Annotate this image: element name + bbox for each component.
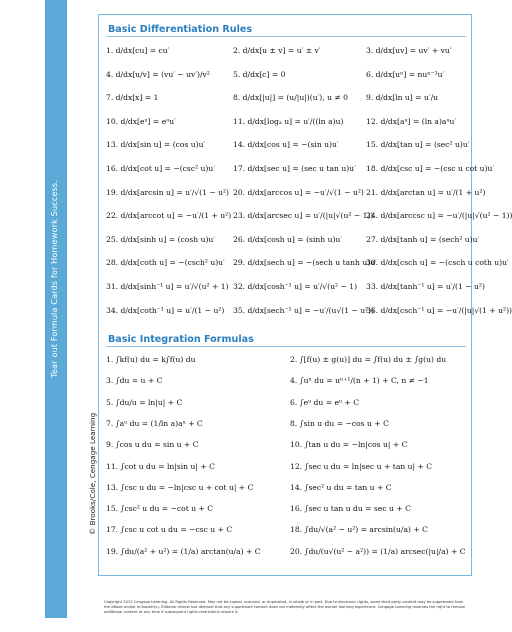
integration-formula-item: 9. ∫cos u du = sin u + C xyxy=(106,440,199,450)
band-tagline-text: Tear out Formula Cards for Homework Success. xyxy=(49,180,59,378)
differentiation-rule-item: 9. d/dx[ln u] = u′/u xyxy=(366,93,439,103)
differentiation-rule-item: 24. d/dx[arccsc u] = −u′/(|u|√(u² − 1)) xyxy=(366,211,512,221)
differentiation-rule-item: 21. d/dx[arctan u] = u′/(1 + u²) xyxy=(366,187,486,197)
differentiation-rule-item: 23. d/dx[arcsec u] = u′/(|u|√(u² − 1)) xyxy=(233,211,374,221)
differentiation-rule xyxy=(106,36,466,37)
integration-formula-item: 16. ∫sec u tan u du = sec u + C xyxy=(290,504,411,514)
left-margin xyxy=(0,0,68,632)
differentiation-rule-item: 28. d/dx[coth u] = −(csch² u)u′ xyxy=(106,258,225,268)
differentiation-rule-item: 33. d/dx[tanh⁻¹ u] = u′/(1 − u²) xyxy=(366,282,485,291)
integration-rule xyxy=(106,346,466,347)
footer-copyright: Copyright 2012 Cengage Learning. All Rights Reserved. May not be copied, scanned, or duplicated, in whole or in part. Due to electronic rights, some third party content may be suppressed from the eBook and/or eChapter(s). Editorial review has deemed that any suppressed content does not materially affect the overall learning experience. Cengage Learning reserves the right to remove additional content at any time if subsequent rights restrictions require it. xyxy=(104,600,466,614)
integration-formula-item: 20. ∫du/(u√(u² − a²)) = (1/a) arcsec(|u|/a) + C xyxy=(290,546,466,556)
differentiation-title: Basic Differentiation Rules xyxy=(108,24,253,35)
integration-formula-item: 7. ∫aᵘ du = (1/ln a)aᵘ + C xyxy=(106,418,203,428)
differentiation-rule-item: 18. d/dx[csc u] = −(csc u cot u)u′ xyxy=(366,164,495,173)
differentiation-rule-item: 31. d/dx[sinh⁻¹ u] = u′/√(u² + 1) xyxy=(106,282,229,291)
differentiation-rule-item: 34. d/dx[coth⁻¹ u] = u′/(1 − u²) xyxy=(106,305,225,315)
integration-formula-item: 13. ∫csc u du = −ln|csc u + cot u| + C xyxy=(106,482,254,492)
differentiation-rule-item: 2. d/dx[u ± v] = u′ ± v′ xyxy=(233,46,321,55)
differentiation-rule-item: 32. d/dx[cosh⁻¹ u] = u′/√(u² − 1) xyxy=(233,282,358,291)
differentiation-rule-item: 13. d/dx[sin u] = (cos u)u′ xyxy=(106,140,206,150)
integration-formula-item: 12. ∫sec u du = ln|sec u + tan u| + C xyxy=(290,461,433,471)
differentiation-rule-item: 17. d/dx[sec u] = (sec u tan u)u′ xyxy=(233,164,356,173)
differentiation-rule-item: 35. d/dx[sech⁻¹ u] = −u′/(u√(1 − u²)) xyxy=(233,305,375,315)
integration-formula-item: 14. ∫sec² u du = tan u + C xyxy=(290,482,392,492)
differentiation-rule-item: 22. d/dx[arccot u] = −u′/(1 + u²) xyxy=(106,211,232,221)
integration-formula-item: 17. ∫csc u cot u du = −csc u + C xyxy=(106,525,233,535)
integration-title: Basic Integration Formulas xyxy=(108,334,254,345)
differentiation-rule-item: 27. d/dx[tanh u] = (sech² u)u′ xyxy=(366,234,480,244)
differentiation-rule-item: 4. d/dx[u/v] = (vu′ − uv′)/v² xyxy=(106,69,210,79)
differentiation-rule-item: 30. d/dx[csch u] = −(csch u coth u)u′ xyxy=(366,258,509,268)
differentiation-rule-item: 5. d/dx[c] = 0 xyxy=(233,69,286,79)
band-tagline xyxy=(46,180,66,378)
integration-formula-item: 2. ∫[f(u) ± g(u)] du = ∫f(u) du ± ∫g(u) du xyxy=(290,355,447,364)
integration-formula-item: 1. ∫kf(u) du = k∫f(u) du xyxy=(106,355,196,364)
integration-formula-item: 5. ∫du/u = ln|u| + C xyxy=(106,397,183,407)
side-copyright-text: © Brooks/Cole, Cengage Learning xyxy=(88,412,97,535)
differentiation-rule-item: 10. d/dx[eᵘ] = eᵘu′ xyxy=(106,116,176,126)
differentiation-rule-item: 15. d/dx[tan u] = (sec² u)u′ xyxy=(366,140,470,150)
integration-formula-item: 19. ∫du/(a² + u²) = (1/a) arctan(u/a) + C xyxy=(106,546,261,556)
integration-formula-item: 11. ∫cot u du = ln|sin u| + C xyxy=(106,461,215,471)
differentiation-rule-item: 3. d/dx[uv] = uv′ + vu′ xyxy=(366,46,452,55)
differentiation-rule-item: 11. d/dx[logₐ u] = u′/((ln a)u) xyxy=(233,116,344,126)
differentiation-rule-item: 7. d/dx[x] = 1 xyxy=(106,93,159,103)
integration-formula-item: 6. ∫eᵘ du = eᵘ + C xyxy=(290,397,360,407)
differentiation-rule-item: 25. d/dx[sinh u] = (cosh u)u′ xyxy=(106,234,216,244)
differentiation-rule-item: 1. d/dx[cu] = cu′ xyxy=(106,46,170,55)
integration-formula-item: 3. ∫du = u + C xyxy=(106,376,163,386)
integration-formula-item: 10. ∫tan u du = −ln|cos u| + C xyxy=(290,440,408,450)
differentiation-rule-item: 29. d/dx[sech u] = −(sech u tanh u)u′ xyxy=(233,258,377,268)
differentiation-rule-item: 19. d/dx[arcsin u] = u′/√(1 − u²) xyxy=(106,187,229,197)
differentiation-rule-item: 16. d/dx[cot u] = −(csc² u)u′ xyxy=(106,164,216,173)
differentiation-rule-item: 6. d/dx[uⁿ] = nuⁿ⁻¹u′ xyxy=(366,69,445,79)
differentiation-rule-item: 8. d/dx[|u|] = (u/|u|)(u′), u ≠ 0 xyxy=(233,93,349,103)
side-copyright xyxy=(88,412,98,545)
integration-formula-item: 15. ∫csc² u du = −cot u + C xyxy=(106,504,214,514)
differentiation-rule-item: 26. d/dx[cosh u] = (sinh u)u′ xyxy=(233,234,343,244)
integration-formula-item: 8. ∫sin u du = −cos u + C xyxy=(290,418,389,428)
differentiation-rule-item: 36. d/dx[csch⁻¹ u] = −u′/(|u|√(1 + u²)) xyxy=(366,305,512,315)
differentiation-rule-item: 12. d/dx[aᵘ] = (ln a)aᵘu′ xyxy=(366,116,457,126)
differentiation-rule-item: 14. d/dx[cos u] = −(sin u)u′ xyxy=(233,140,339,150)
integration-formula-item: 18. ∫du/√(a² − u²) = arcsin(u/a) + C xyxy=(290,525,428,535)
differentiation-rule-item: 20. d/dx[arccos u] = −u′/√(1 − u²) xyxy=(233,187,364,197)
integration-formula-item: 4. ∫uⁿ du = uⁿ⁺¹/(n + 1) + C, n ≠ −1 xyxy=(290,376,429,386)
